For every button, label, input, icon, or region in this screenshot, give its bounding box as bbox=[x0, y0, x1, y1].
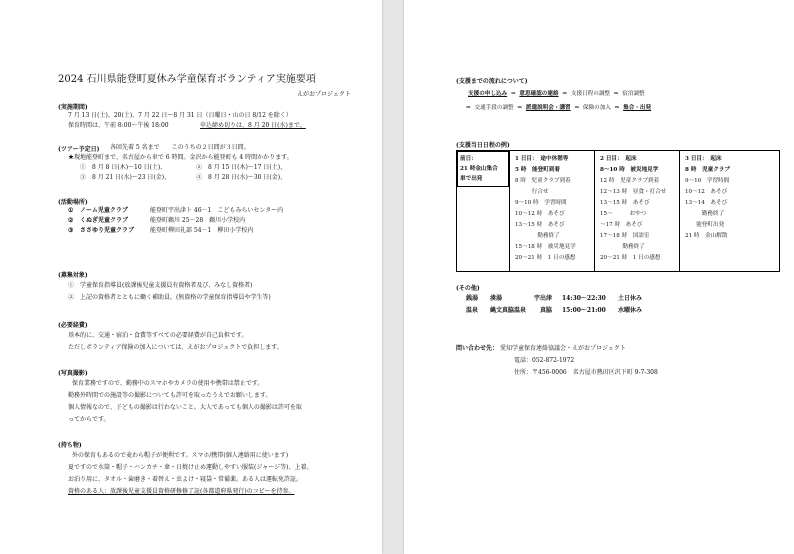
flow-step-insurance: 保険の加入 bbox=[582, 105, 611, 111]
flow-step-confirm: 意思確認の連絡 bbox=[519, 91, 559, 97]
schedule-day3-line: 能登町出発 bbox=[685, 222, 725, 228]
other-onsen-type: 温泉 bbox=[466, 307, 479, 314]
document-page-left bbox=[0, 0, 382, 554]
flow-row-2 bbox=[466, 103, 653, 111]
section-heading-schedule: (支援当日日程の例) bbox=[456, 142, 510, 149]
schedule-day2-line: 20～21 時 1 日の感想 bbox=[600, 255, 661, 261]
items-line-3: お泊り用に、タオル・歯磨き・着替え・虫よけ・寝袋・常備薬。ある人は運転免許証。 bbox=[68, 476, 303, 483]
schedule-day2-line: 8～10 時 被災地見学 bbox=[600, 167, 659, 173]
document-author: えがおプロジェクト bbox=[297, 91, 351, 98]
schedule-day3-line: 10～12 あそび bbox=[685, 189, 728, 195]
schedule-day2-line: 13～15 時 あそび bbox=[600, 200, 650, 206]
schedule-day2-line: 17～18 時 国語室 bbox=[600, 233, 650, 239]
schedule-day1-line: 15～18 時 被災地見学 bbox=[515, 244, 576, 250]
flow-arrow-icon: ⇒ bbox=[614, 105, 620, 111]
venue-1-address: 能登町宇出津ト 46－1 こどもみらいセンター内 bbox=[150, 207, 284, 214]
venue-2-num: ② bbox=[68, 217, 74, 224]
flow-row-1 bbox=[468, 89, 647, 97]
section-heading-flow: (支援までの流れについて) bbox=[456, 78, 528, 85]
items-line-1: 外の保育もあるので麦わら帽子が便利です。スマホ/携帯(個人連絡用に使います) bbox=[72, 452, 289, 459]
flow-arrow-icon: ⇒ bbox=[574, 105, 580, 111]
section-heading-other: (その他) bbox=[456, 285, 480, 292]
venue-2-name: くぬぎ児童クラブ bbox=[80, 217, 129, 224]
other-onsen-closed: 水曜休み bbox=[618, 307, 643, 314]
schedule-day1-line: 20～21 時 1 日の感想 bbox=[515, 255, 576, 261]
tour-date-3: ③ 8 月 21 日(水)～23 日(金)、 bbox=[80, 174, 171, 181]
schedule-day1-line: 10～12 時 あそび bbox=[515, 211, 565, 217]
schedule-table bbox=[456, 150, 780, 272]
target-line-1: ① 学童保育指導員(放課後児童支援員有資格者及び、みなし資格者) bbox=[68, 282, 253, 289]
other-onsen-area: 真脇 bbox=[540, 307, 553, 314]
section-heading-target: (募集対象) bbox=[58, 272, 88, 279]
target-line-2: ② 上記の資格者とともに働く補助員。(無資格の学童保育指導員や学生等) bbox=[68, 294, 271, 301]
schedule-day0-line: 21 時金山集合 bbox=[460, 166, 498, 172]
schedule-day3-line: 8 時 児童クラブ bbox=[685, 167, 730, 173]
document-page-right bbox=[404, 0, 794, 554]
venue-2-address: 能登町鵜川 25－28 鵜川小学校内 bbox=[150, 217, 246, 224]
schedule-day0-line: 車で出発 bbox=[460, 176, 483, 182]
section-heading-photo: (写真撮影) bbox=[58, 370, 88, 377]
other-bath-area: 宇出津 bbox=[534, 295, 553, 302]
schedule-day1-line: 勤務終了 bbox=[515, 233, 560, 239]
venue-3-address: 能登町柳田礼部 54－1 柳田小学校内 bbox=[150, 227, 254, 234]
flow-step-transport: 交通手段の調整 bbox=[474, 105, 514, 111]
schedule-day2-line: 15～ おやつ bbox=[600, 211, 647, 217]
flow-step-lodging: 宿泊調整 bbox=[622, 91, 645, 97]
venue-1-num: ① bbox=[68, 207, 74, 214]
tour-date-4: ④ 8 月 28 日(水)～30 日(金)、 bbox=[196, 174, 287, 181]
venue-1-name: ノーム児童クラブ bbox=[80, 207, 128, 214]
flow-arrow-icon: ⇒ bbox=[613, 91, 619, 97]
items-line-4: 資格のある人：放課後児童支援員資格研修修了証(各都道府県発行)のコピーを持参。 bbox=[68, 488, 295, 495]
schedule-day1-line: 9～10 時 学習時間 bbox=[515, 200, 567, 206]
schedule-day3-line: 21 時 金山解散 bbox=[685, 233, 728, 239]
tour-line-2: ★現地能登町まで、名古屋から車で 6 時間。金沢から能登町も 4 時間かかります。 bbox=[68, 154, 293, 161]
venue-3-name: ささゆり児童クラブ bbox=[80, 227, 135, 234]
photo-line-4: ってからです。 bbox=[68, 416, 110, 423]
contact-address: 住所：〒456-0006 名古屋市熱田区沢下町 9-7-308 bbox=[514, 369, 658, 376]
other-onsen-name: 縄文真脇温泉 bbox=[490, 307, 527, 314]
document-title: 2024 石川県能登町夏休み学童保育ボランティア実施要項 bbox=[58, 74, 316, 85]
schedule-day1-line: 8 時 児童クラブ到着 bbox=[515, 178, 571, 184]
schedule-day1-line: 行合せ bbox=[515, 189, 549, 195]
flow-step-departure: 集合・出発 bbox=[623, 105, 652, 111]
contact-organization: 愛知学童保育連絡協議会・えがおプロジェクト bbox=[500, 345, 626, 352]
schedule-day2-line: 12 時 児童クラブ到着 bbox=[600, 178, 660, 184]
photo-line-2: 勤務外時間での施設等の撮影についても許可を取ったうえでお願いします。 bbox=[68, 392, 272, 399]
flow-arrow-icon: ⇒ bbox=[466, 105, 471, 111]
flow-step-schedule: 支援日程の調整 bbox=[570, 91, 611, 97]
other-bath-name: 湊湯 bbox=[490, 295, 503, 302]
section-heading-tour: (ツアー予定日) bbox=[58, 146, 100, 153]
schedule-day1-line: 5 時 能登町到着 bbox=[515, 167, 560, 173]
contact-phone: 電話：052-872-1972 bbox=[514, 357, 575, 364]
period-deadline: 申込締め切りは、8 月 20 日(水)まで。 bbox=[200, 122, 306, 129]
schedule-day3-line: 13～14 あそび bbox=[685, 200, 728, 206]
schedule-day2-line: 勤務終了 bbox=[600, 244, 645, 250]
other-bath-hours: 14:30～22:30 bbox=[562, 295, 606, 302]
contact-label: 問い合わせ先： bbox=[456, 345, 499, 352]
section-heading-cost: (必要経費) bbox=[58, 322, 88, 329]
schedule-day3-line: 勤務終了 bbox=[685, 211, 725, 217]
schedule-day3-head: 3 日目： 起床 bbox=[685, 156, 722, 162]
cost-line-1: 基本的に、交通・宿泊・食費等すべての必要経費が自己負担です。 bbox=[68, 332, 248, 339]
flow-arrow-icon: ⇒ bbox=[562, 91, 568, 97]
photo-line-1: 保育業務ですので、勤務中のスマホやカメラの使用や携帯は禁止です。 bbox=[72, 380, 264, 387]
tour-date-1: ① 8 月 8 日(木)～10 日(土)、 bbox=[80, 164, 167, 171]
cost-line-2: ただしボランティア保険の加入については、えがおプロジェクトで負担します。 bbox=[68, 344, 283, 351]
items-line-2: 夏ですので水筒・帽子・ハンカチ・傘・日焼け止め運動しやすい服装(ジャージ等)、上着。 bbox=[68, 464, 313, 471]
other-onsen-hours: 15:00～21:00 bbox=[562, 307, 606, 314]
section-heading-venue: (活動場所) bbox=[58, 199, 88, 206]
schedule-day0-line: 前日： bbox=[460, 156, 477, 162]
schedule-day2-line: ～17 時 あそび bbox=[600, 222, 643, 228]
flow-step-briefing: 派遣説明会・講習 bbox=[525, 105, 571, 111]
section-heading-period: (実施期間) bbox=[58, 104, 88, 111]
period-line-1: 7 月 13 日(土)、20(土)、7 月 22 日～8 月 31 日（日曜日・山の日 8/12 を除く） bbox=[68, 112, 292, 119]
flow-arrow-icon: ⇒ bbox=[517, 105, 523, 111]
other-bath-closed: 土日休み bbox=[618, 295, 643, 302]
flow-step-apply: 支援の申し込み bbox=[468, 91, 508, 97]
tour-line-1: 各回先着 5 名まで このうちの２日間が３日間。 bbox=[110, 144, 250, 151]
schedule-day2-line: 12～13 時 昼食・打合せ bbox=[600, 189, 667, 195]
other-bath-type: 銭湯 bbox=[466, 295, 479, 302]
venue-3-num: ③ bbox=[68, 227, 74, 234]
flow-arrow-icon: ⇒ bbox=[510, 91, 516, 97]
schedule-day3-line: 9～10 学習時間 bbox=[685, 178, 730, 184]
section-heading-items: (持ち物) bbox=[58, 442, 82, 449]
photo-line-3: 個人情報なので、子どもの撮影は行わないこと。大人であっても個人の撮影は許可を取 bbox=[68, 404, 302, 411]
schedule-day1-line: 13～15 時 あそび bbox=[515, 222, 565, 228]
schedule-day1-head: 1 日目： 途中休憩等 bbox=[515, 156, 569, 162]
schedule-day2-head: 2 日目： 起床 bbox=[600, 156, 637, 162]
period-line-2: 保育時間は、午前 8:00～午後 18:00 bbox=[68, 122, 169, 129]
tour-date-2: ② 8 月 15 日(木)～17 日(土)、 bbox=[196, 164, 287, 171]
